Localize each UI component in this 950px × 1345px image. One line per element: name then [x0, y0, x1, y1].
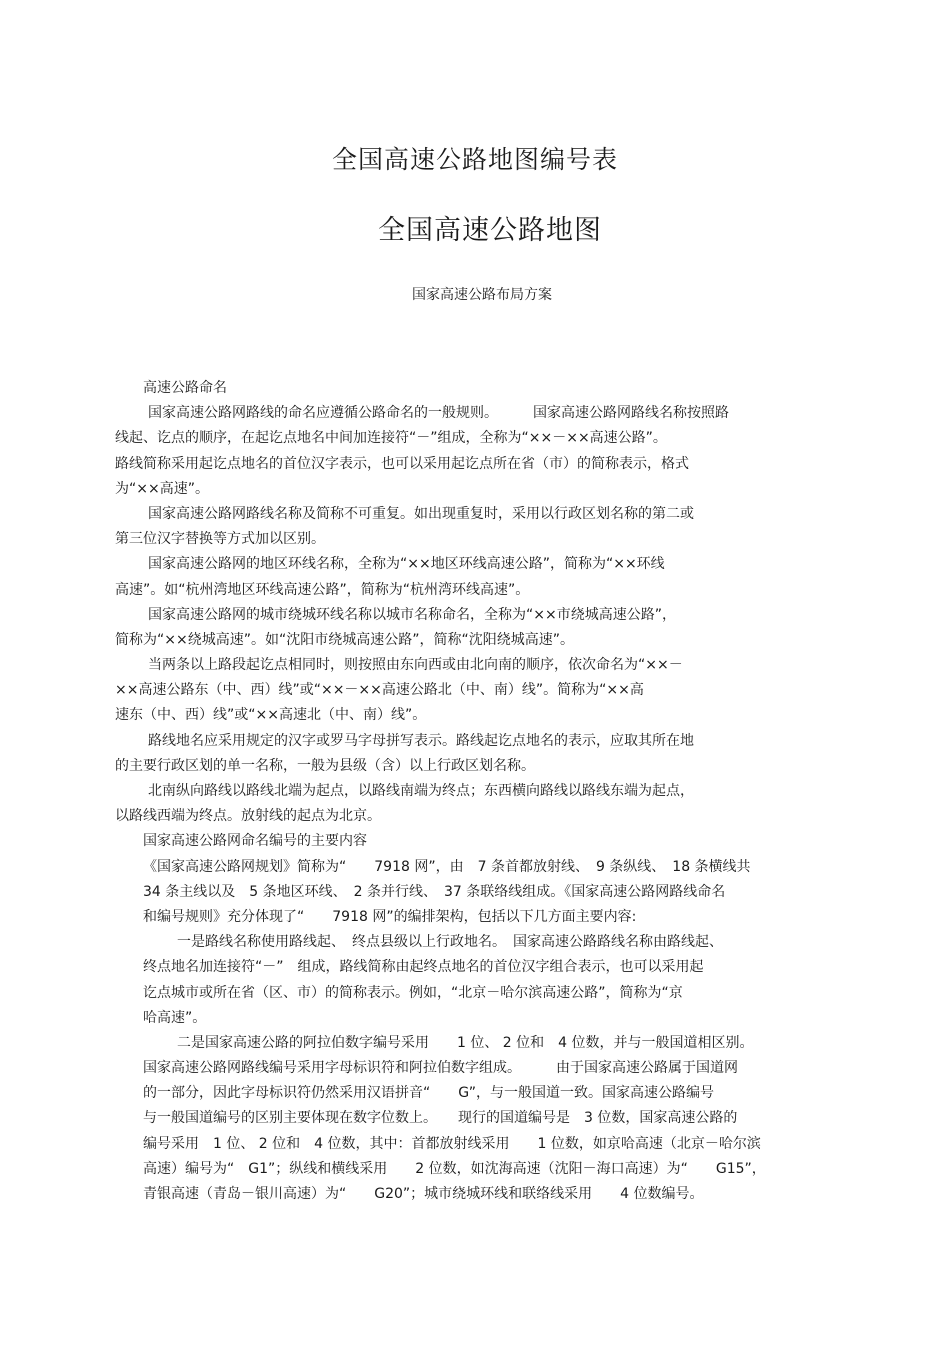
paragraph-line: 简称为“××绕城高速”。如“沈阳市绕城高速公路”，简称“沈阳绕城高速”。: [115, 631, 574, 648]
paragraph-line: 《国家高速公路网规划》简称为“ 7918 网”，由 7 条首都放射线、 9 条纵线、 18 条横线共: [143, 858, 751, 875]
paragraph-line: 线起、讫点的顺序，在起讫点地名中间加连接符“－”组成，全称为“××－××高速公路”。: [115, 430, 667, 447]
paragraph-line: 国家高速公路网的地区环线名称，全称为“××地区环线高速公路”，简称为“××环线: [148, 556, 665, 573]
paragraph-line: 国家高速公路网的城市绕城环线名称以城市名称命名，全称为“××市绕城高速公路”，: [148, 606, 676, 623]
document-subtitle-small: 国家高速公路布局方案: [412, 287, 552, 303]
document-body: [115, 376, 815, 1207]
paragraph-line: 哈高速”。: [143, 1009, 207, 1026]
paragraph-line: 速东（中、西）线”或“××高速北（中、南）线”。: [115, 707, 427, 724]
document-title: 全国高速公路地图编号表: [331, 145, 618, 174]
paragraph-line: 讫点城市或所在省（区、市）的简称表示。例如，“北京－哈尔滨高速公路”，简称为“京: [143, 984, 683, 1001]
paragraph-line: 高速）编号为“ G1”；纵线和横线采用 2 位数，如沈海高速（沈阳－海口高速）为“ G15”，: [143, 1160, 766, 1177]
paragraph-line: 与一般国道编号的区别主要体现在数字位数上。 现行的国道编号是 3 位数，国家高速公路的: [143, 1110, 738, 1127]
paragraph-line: ××高速公路东（中、西）线”或“××－××高速公路北（中、南）线”。简称为“××高: [115, 682, 644, 699]
paragraph-line: 路线地名应采用规定的汉字或罗马字母拼写表示。路线起讫点地名的表示，应取其所在地: [148, 732, 694, 749]
paragraph-line: 编号采用 1 位、 2 位和 4 位数，其中：首都放射线采用 1 位数，如京哈高速（北京－哈尔滨: [143, 1135, 761, 1152]
paragraph-line: 国家高速公路网路线的命名应遵循公路命名的一般规则。 国家高速公路网路线名称按照路: [148, 405, 729, 422]
paragraph-line: 一是路线名称使用路线起、 终点县级以上行政地名。 国家高速公路路线名称由路线起、: [177, 934, 723, 951]
paragraph-line: 当两条以上路段起讫点相同时，则按照由东向西或由北向南的顺序，依次命名为“××－: [148, 657, 683, 674]
paragraph-line: 青银高速（青岛－银川高速）为“ G20”；城市绕城环线和联络线采用 4 位数编号。: [143, 1186, 704, 1202]
paragraph-line: 终点地名加连接符“－” 组成，路线简称由起终点地名的首位汉字组合表示，也可以采用起: [143, 959, 704, 976]
paragraph-line: 的主要行政区划的单一名称，一般为县级（含）以上行政区划名称。: [115, 757, 535, 774]
paragraph-line: 路线简称采用起讫点地名的首位汉字表示，也可以采用起讫点所在省（市）的简称表示，格式: [115, 455, 689, 472]
paragraph-line: 第三位汉字替换等方式加以区别。: [115, 531, 325, 548]
paragraph-line: 和编号规则》充分体现了“ 7918 网”的编排架构，包括以下几方面主要内容:: [143, 908, 637, 925]
paragraph-line: 34 条主线以及 5 条地区环线、 2 条并行线、 37 条联络线组成。《国家高速公路网路线命名: [143, 883, 726, 900]
paragraph-line: 国家高速公路网路线编号采用字母标识符和阿拉伯数字组成。 由于国家高速公路属于国道网: [143, 1060, 738, 1077]
document-subtitle-large: 全国高速公路地图: [378, 215, 602, 246]
paragraph-line: 为“××高速”。: [115, 480, 209, 497]
section-heading: 国家高速公路网命名编号的主要内容: [143, 833, 367, 850]
paragraph-line: 的一部分，因此字母标识符仍然采用汉语拼音“ G”，与一般国道一致。国家高速公路编号: [143, 1085, 715, 1102]
paragraph-line: 北南纵向路线以路线北端为起点，以路线南端为终点；东西横向路线以路线东端为起点，: [148, 783, 694, 799]
paragraph-line: 二是国家高速公路的阿拉伯数字编号采用 1 位、 2 位和 4 位数，并与一般国道相区别。: [177, 1034, 754, 1051]
paragraph-line: 国家高速公路网路线名称及简称不可重复。如出现重复时，采用以行政区划名称的第二或: [148, 505, 694, 522]
section-heading: 高速公路命名: [143, 380, 227, 396]
paragraph-line: 高速”。如“杭州湾地区环线高速公路”，简称为“杭州湾环线高速”。: [115, 581, 530, 598]
paragraph-line: 以路线西端为终点。放射线的起点为北京。: [115, 808, 381, 825]
